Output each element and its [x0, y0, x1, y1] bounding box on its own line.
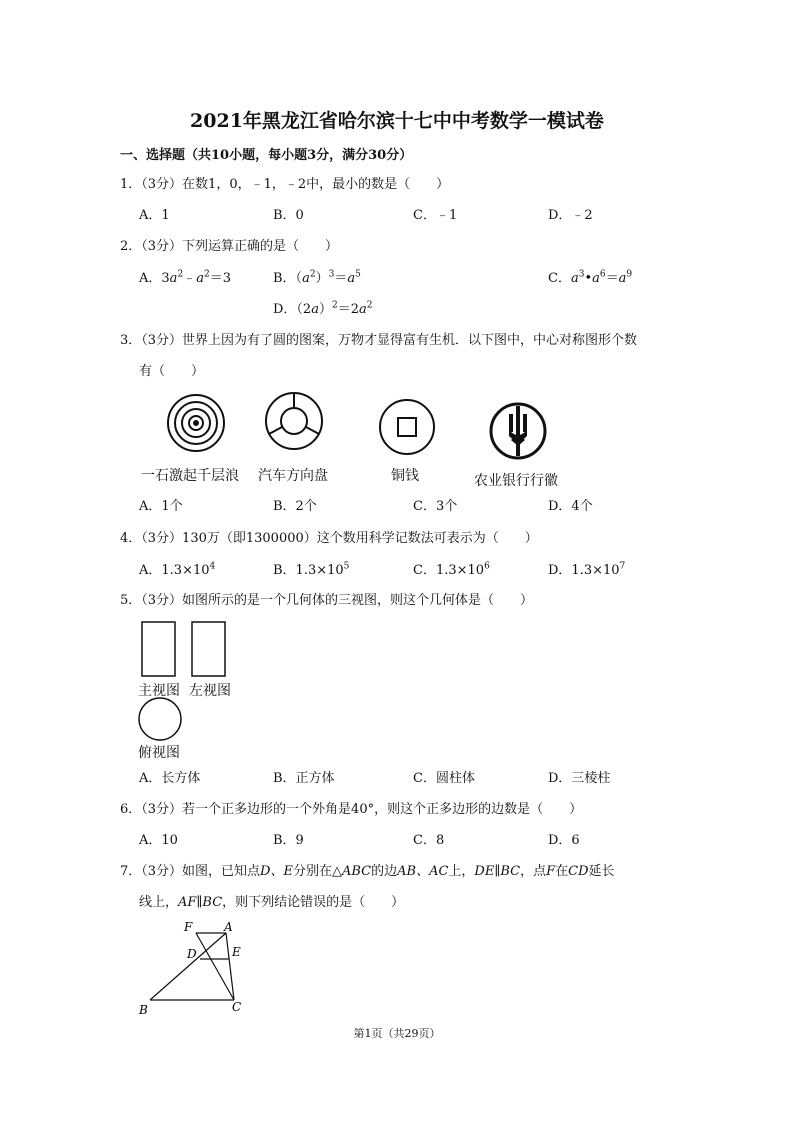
- q5-three-views: [0, 620, 794, 750]
- q6-option-a: A．10: [139, 833, 178, 848]
- q3-label-bank-logo: 农业银行行徽: [474, 473, 558, 489]
- q3-option-d: D．4个: [548, 499, 593, 514]
- q5-top-view-label: 俯视图: [138, 745, 180, 761]
- q3-stem-line1: 3．（3分）世界上因为有了圆的图案，万物才显得富有生机．以下图中，中心对称图形个数: [120, 333, 638, 348]
- point-label-F: F: [184, 920, 193, 934]
- q3-option-b: B．2个: [273, 499, 317, 514]
- copper-coin-icon: [380, 400, 434, 454]
- q4-option-c: C．$1.3\times 10^6$: [413, 561, 490, 578]
- page-footer: 第1页（共29页）: [353, 1027, 441, 1040]
- q5-option-d: D．三棱柱: [548, 771, 611, 786]
- point-label-A: A: [224, 920, 233, 934]
- q6-stem: 6．（3分）若一个正多边形的一个外角是40°，则这个正多边形的边数是（ ）: [120, 802, 583, 817]
- q2-option-b: B．$(a^2)^3=a^5$: [273, 269, 361, 286]
- q5-left-view-label: 左视图: [189, 683, 231, 699]
- point-label-D: D: [187, 947, 197, 961]
- q3-option-c: C．3个: [413, 499, 458, 514]
- point-label-E: E: [232, 945, 241, 959]
- section-heading: 一、选择题（共10小题，每小题3分，满分30分）: [120, 148, 413, 163]
- q3-option-a: A．1个: [139, 499, 183, 514]
- q4-option-a: A．$1.3\times 10^4$: [139, 561, 216, 578]
- q6-option-d: D．6: [548, 833, 580, 848]
- q2-stem: 2．（3分）下列运算正确的是（ ）: [120, 239, 339, 254]
- q3-label-steering-wheel: 汽车方向盘: [258, 468, 328, 484]
- q4-option-d: D．$1.3\times 10^7$: [548, 561, 626, 578]
- left-view-rectangle: [192, 622, 225, 676]
- q2-option-d: D．$(2a)^2=2a^2$: [273, 300, 373, 317]
- q3-stem-line2: 有（ ）: [139, 364, 205, 379]
- ripple-icon: [168, 395, 224, 451]
- q5-option-a: A．长方体: [139, 771, 201, 786]
- q3-label-coin: 铜钱: [391, 468, 419, 484]
- q6-option-b: B．9: [273, 833, 304, 848]
- q1-stem: 1．（3分）在数1，0，﹣1，﹣2中，最小的数是（ ）: [120, 177, 450, 192]
- q5-option-c: C．圆柱体: [413, 771, 475, 786]
- q1-option-b: B．0: [273, 208, 304, 223]
- point-label-C: C: [232, 1000, 242, 1014]
- q4-option-b: B．$1.3\times 10^5$: [273, 561, 350, 578]
- q5-stem: 5．（3分）如图所示的是一个几何体的三视图，则这个几何体是（ ）: [120, 593, 534, 608]
- q5-option-b: B．正方体: [273, 771, 335, 786]
- top-view-circle: [139, 698, 181, 740]
- q2-option-a: A．$3a^2﹣a^2=3$: [139, 269, 231, 286]
- q1-option-a: A．1: [139, 208, 170, 223]
- q3-label-ripple: 一石激起千层浪: [141, 468, 239, 484]
- q3-figures: [0, 390, 794, 470]
- q1-option-c: C．﹣1: [413, 208, 458, 223]
- q6-option-c: C．8: [413, 833, 445, 848]
- q7-triangle-figure: [0, 918, 794, 1018]
- q4-stem: 4．（3分）130万（即1300000）这个数用科学记数法可表示为（ ）: [120, 531, 538, 546]
- front-view-rectangle: [142, 622, 175, 676]
- q7-stem-line2: 线上，AF∥BC，则下列结论错误的是（ ）: [139, 895, 405, 910]
- agricultural-bank-logo-icon: [491, 404, 545, 458]
- q5-front-view-label: 主视图: [138, 683, 180, 699]
- q1-option-d: D．﹣2: [548, 208, 593, 223]
- page-title: 2021年黑龙江省哈尔滨十七中中考数学一模试卷: [190, 110, 604, 132]
- q2-option-c: C．$a^3•a^6=a^9$: [548, 269, 633, 286]
- q7-stem-line1: 7．（3分）如图，已知点D、E分别在△ABC的边AB、AC上，DE∥BC，点F在CD延长: [120, 864, 615, 879]
- steering-wheel-icon: [266, 393, 322, 449]
- point-label-B: B: [139, 1003, 148, 1017]
